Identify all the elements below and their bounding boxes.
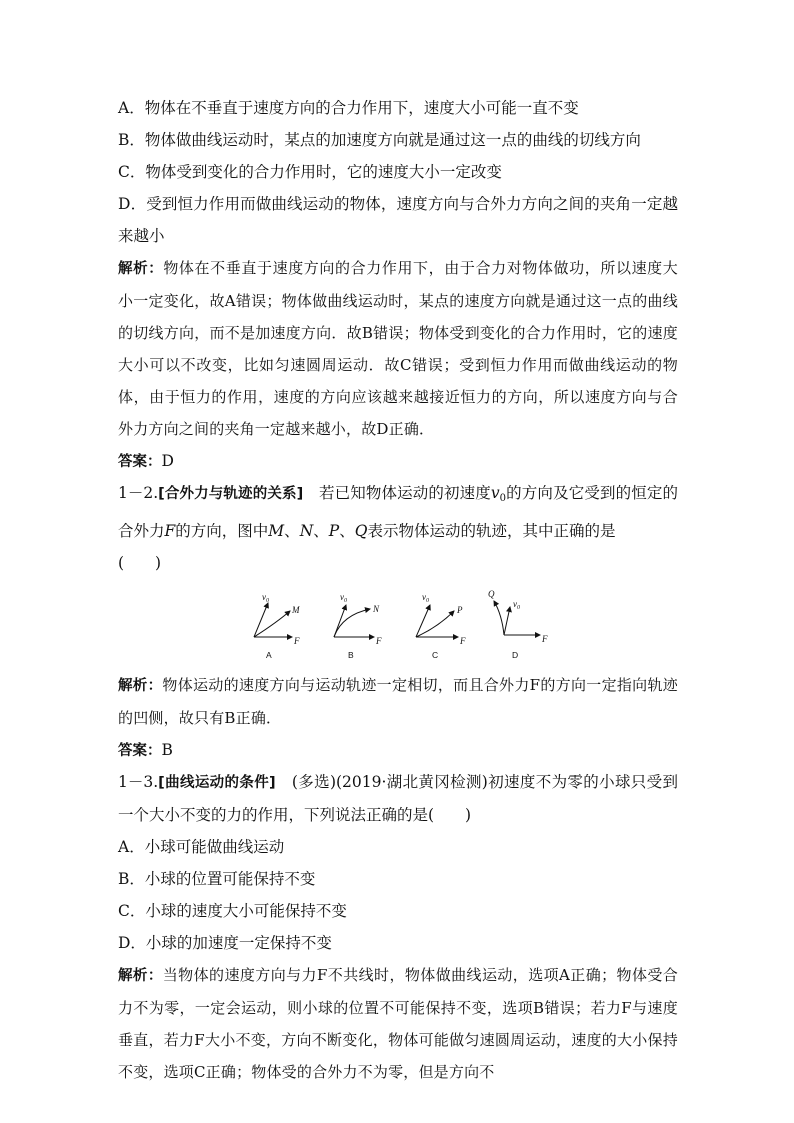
figure-d-curve-label: Q [488,589,495,599]
q1-analysis-label: 解析： [118,261,164,277]
q2-analysis [118,669,678,734]
figure-b-curve-label: N [373,604,380,614]
q3-option-b: B．小球的位置可能保持不变 [118,870,316,888]
q2-sep1: 、 [284,522,300,540]
figure-c-velocity-arrow [416,605,430,637]
q2-analysis-label: 解析： [118,678,163,694]
q2-F-symbol: F [164,522,176,540]
q2-answer-value: B [161,741,173,759]
q1-analysis-text: 物体在不垂直于速度方向的合力作用下，由于合力对物体做功，所以速度大小一定变化，故A错误；物体做曲线运动时，某点的速度方向就是通过这一点的曲线的切线方向，而不是加速度方向．故B错误；物体受到变化的合力作用时，它的速度大小可以不改变，比如匀速圆周运动．故C错误；受到恒力作用而做曲线运动的物体，由于恒力的作用，速度的方向应该越来越接近恒力的方向，所以速度方向与合外力方向之间的夹角一定越来越小，故D正确． [118,259,678,438]
q1-answer-label: 答案： [118,454,162,470]
q3-option-c: C．小球的速度大小可能保持不变 [118,902,347,920]
q1-option-d: D．受到恒力作用而做曲线运动的物体，速度方向与合外力方向之间的夹角一定越来越小 [118,195,678,245]
figure-b-v0-label: $v_0$ [340,592,347,604]
q1-option-a: A．物体在不垂直于速度方向的合力作用下，速度大小可能一直不变 [118,99,579,117]
q3-analysis-text: 当物体的速度方向与力F不共线时，物体做曲线运动，选项A正确；物体受合力不为零，一定会运动，则小球的位置不可能保持不变，选项B错误；若力F与速度垂直，若力F大小不变，方向不断变化，物体可能做匀速圆周运动，速度的大小保持不变，选项C正确；物体受的合外力不为零，但是方向不 [118,966,678,1081]
figure-b-f-label: F [376,636,382,646]
q2-figure [118,579,678,665]
document-page [118,92,678,1088]
figure-c-label: C [432,650,439,660]
figure-d-v0-label: $v_0$ [513,599,520,611]
figure-d-label: D [512,650,519,660]
figure-b-label: B [348,650,354,660]
figure-a-f-label: F [294,636,300,646]
q3-option-a: A．小球可能做曲线运动 [118,838,285,856]
q1-option-b: B．物体做曲线运动时，某点的加速度方向就是通过这一点的曲线的切线方向 [118,131,641,149]
q2-stem [118,477,678,579]
q2-stem-part1: 若已知物体运动的初速度 [303,484,491,502]
q2-N: N [299,522,314,540]
q2-sep2: 、 [313,522,329,540]
figure-d-f-label: F [542,634,548,644]
figure-b [334,592,382,660]
figure-a [254,592,300,660]
q2-v0 [491,484,506,502]
q2-stem-part4: 表示物体运动的轨迹，其中正确的是 [367,522,616,540]
q2-P: P [328,522,340,540]
figure-c-f-label: F [460,636,466,646]
figure-d-trajectory [494,601,504,635]
figure-a-label: A [266,650,272,660]
q1-analysis [118,252,678,445]
q2-tag: [合外力与轨迹的关系] [158,486,304,502]
q2-v0-sub: 0 [499,493,507,504]
q2-stem-part3: 的方向，图中 [175,522,269,540]
q2-blank: ( ) [118,554,162,572]
q2-sep3: 、 [339,522,355,540]
q2-v0-symbol: v [490,484,500,502]
q2-answer [118,734,678,766]
q3-analysis-label: 解析： [118,968,163,984]
q2-stem-part2: 的方向及它受到的恒定的合外力 [118,484,678,540]
figure-a-v0-label: $v_0$ [262,592,269,604]
q3-number: 1－3. [118,773,159,791]
q2-number: 1－2. [118,484,159,502]
q3-stem [118,766,678,831]
figure-d-velocity-arrow [504,607,510,635]
figure-c [416,592,466,660]
q2-M: M [268,522,285,540]
q2-Q: Q [354,522,368,540]
q3-analysis [118,959,678,1088]
figure-c-v0-label: $v_0$ [422,592,429,604]
q1-answer [118,445,678,477]
q1-answer-value: D [161,452,174,470]
q2-analysis-text: 物体运动的速度方向与运动轨迹一定相切，而且合外力F的方向一定指向轨迹的凹侧，故只有B正确． [118,676,678,727]
q2-figure-svg [246,581,556,665]
q1-option-c: C．物体受到变化的合力作用时，它的速度大小一定改变 [118,163,502,181]
figure-a-curve-label: M [292,605,300,615]
figure-c-curve-label: P [457,605,463,615]
q3-stem-text: (多选)(2019·湖北黄冈检测)初速度不为零的小球只受到一个大小不变的力的作用，下列说法正确的是( ) [118,773,678,824]
q2-answer-label: 答案： [118,743,162,759]
q3-tag: [曲线运动的条件] [158,775,276,791]
q3-option-d: D．小球的加速度一定保持不变 [118,934,332,952]
figure-d [488,589,548,660]
